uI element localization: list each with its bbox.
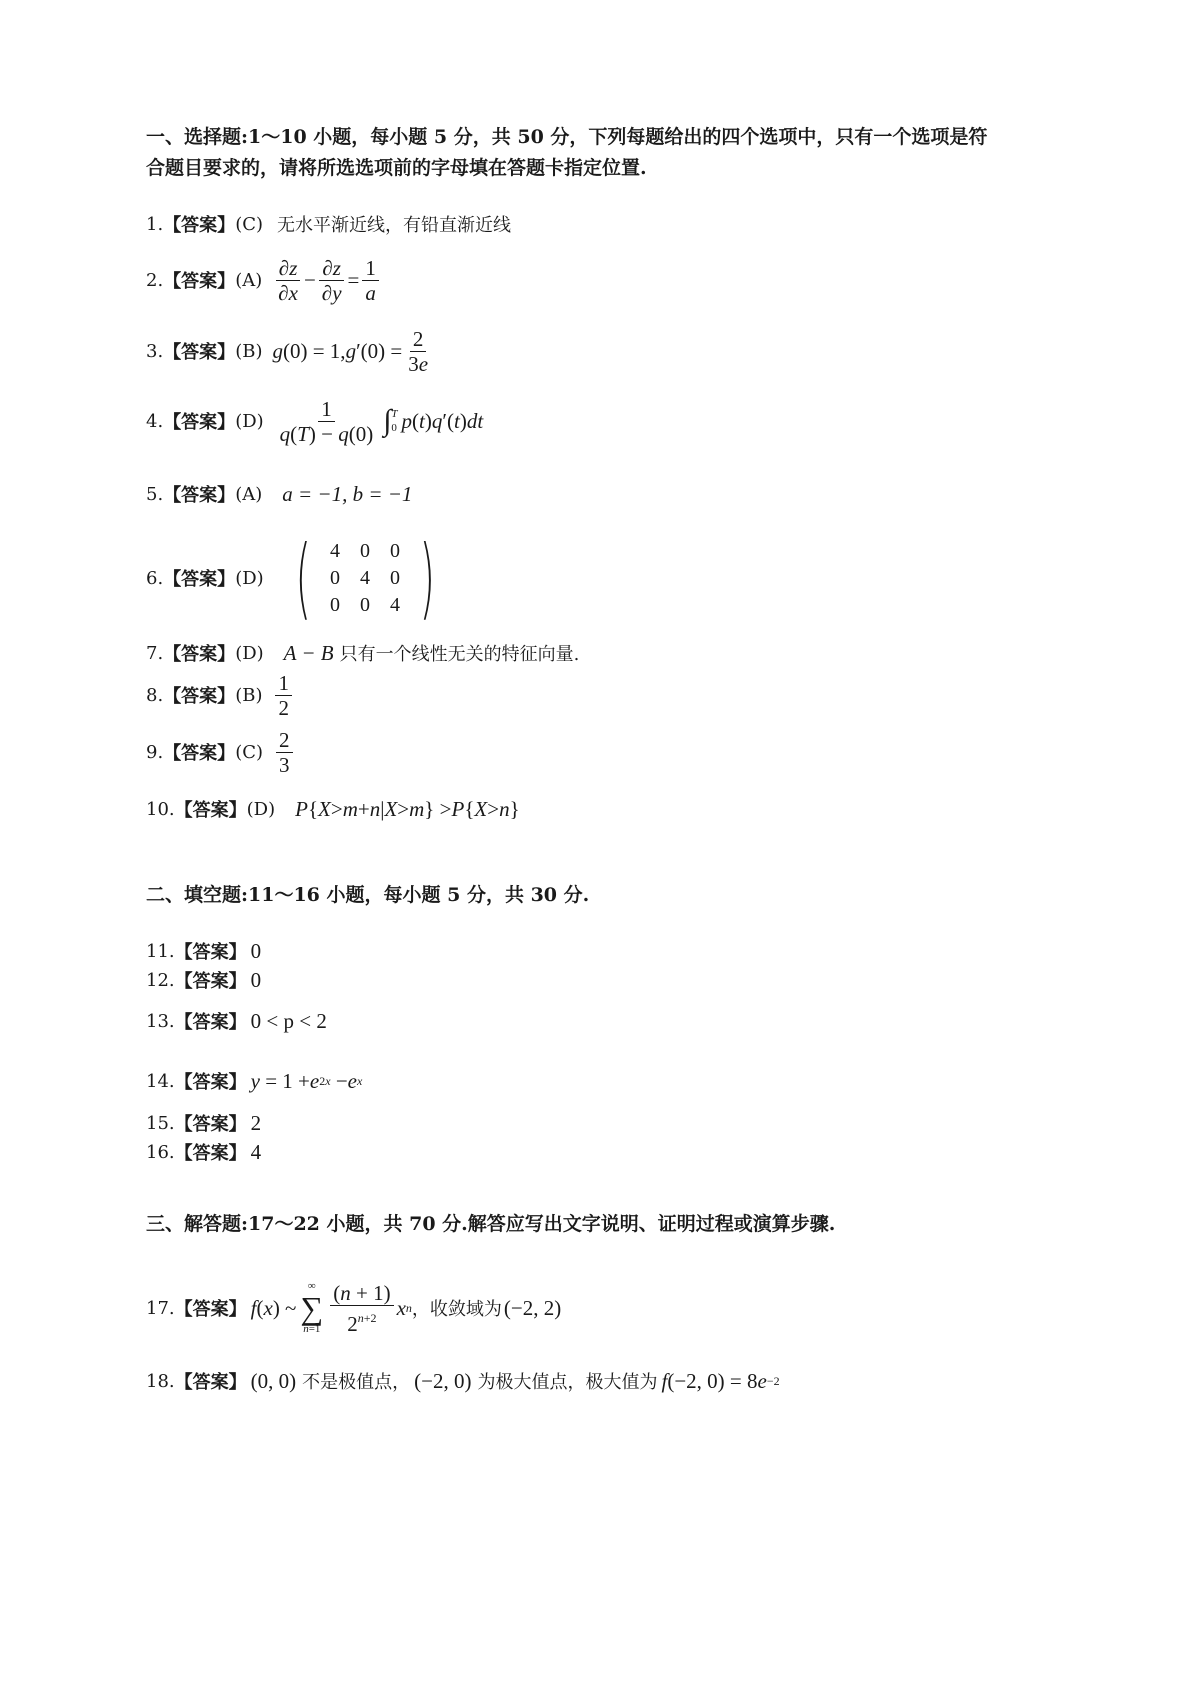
answer-item-12 xyxy=(146,967,261,993)
answer-value: 0 < p < 2 xyxy=(250,1008,327,1033)
answer-item-13 xyxy=(146,1007,327,1035)
answer-formula: g (0) = 1, g ′(0) = $\frac{2}{3e}$ xyxy=(272,326,429,376)
answer-item-4 xyxy=(146,393,483,449)
item-number: 15. xyxy=(146,1112,175,1134)
answer-tag: 【答案】 xyxy=(163,412,236,433)
answer-tag: 【答案】 xyxy=(174,971,247,992)
item-number: 6. xyxy=(146,567,164,589)
matrix-cell: 0 xyxy=(330,566,341,589)
answer-tag: 【答案】 xyxy=(174,800,247,821)
item-number: 17. xyxy=(146,1297,175,1319)
matrix-cell: 4 xyxy=(330,539,341,562)
answer-item-5 xyxy=(146,480,412,508)
answer-tag: 【答案】 xyxy=(174,1143,247,1164)
answer-item-18 xyxy=(146,1366,780,1396)
answer-choice: (D) xyxy=(235,642,264,664)
answer-formula: y = 1 + e 2x − e x xyxy=(250,1068,363,1093)
answer-tag: 【答案】 xyxy=(174,1372,247,1393)
section-1-title-line2: 合题目要求的，请将所选选项前的字母填在答题卡指定位置. xyxy=(146,157,647,179)
left-paren: ( xyxy=(295,526,311,629)
answer-item-9 xyxy=(146,725,296,779)
answer-tag: 【答案】 xyxy=(174,1072,247,1093)
answer-value: 2 xyxy=(250,1110,262,1135)
section-1-header xyxy=(146,122,1056,184)
item-number: 12. xyxy=(146,969,175,991)
answer-choice: (C) xyxy=(235,741,264,763)
section-1-title-line1: 一、选择题:1～10 小题，每小题 5 分，共 50 分，下列每题给出的四个选项中，只有一个选项是符 xyxy=(146,126,988,148)
answer-value: (−2, 2) xyxy=(503,1295,562,1320)
answer-value: 0 xyxy=(250,938,262,963)
item-number: 7. xyxy=(146,642,164,664)
answer-item-3 xyxy=(146,323,434,379)
answer-item-17 xyxy=(146,1278,561,1338)
answer-tag: 【答案】 xyxy=(163,644,236,665)
answer-text: 只有一个线性无关的特征向量. xyxy=(339,644,580,665)
answer-text: 为极大值点，极大值为 xyxy=(477,1372,658,1393)
answer-text: ，收敛域为 xyxy=(411,1299,502,1320)
answer-tag: 【答案】 xyxy=(163,569,236,590)
section-2-header: 二、填空题:11～16 小题，每小题 5 分，共 30 分. xyxy=(146,884,590,906)
answer-item-15 xyxy=(146,1110,261,1136)
answer-item-14 xyxy=(146,1066,362,1096)
answer-choice: (A) xyxy=(235,483,263,505)
fraction-denominator: 3 xyxy=(279,752,290,777)
item-number: 13. xyxy=(146,1010,175,1032)
answer-choice: (B) xyxy=(235,684,263,706)
matrix-cell: 0 xyxy=(330,593,341,616)
matrix-grid xyxy=(320,540,410,617)
answer-value: 0 xyxy=(250,967,262,992)
answer-value: 4 xyxy=(250,1139,262,1164)
answer-choice: (B) xyxy=(235,340,263,362)
item-number: 10. xyxy=(146,798,175,820)
item-number: 14. xyxy=(146,1070,175,1092)
answer-value: (0, 0) xyxy=(250,1368,297,1393)
answer-tag: 【答案】 xyxy=(174,1012,247,1033)
answer-item-16 xyxy=(146,1139,261,1165)
answer-formula: $\frac{1}{q(T) - q(0)}$ ∫ T 0 p ( t ) q ′( t ) dt xyxy=(279,396,484,446)
answer-item-7 xyxy=(146,640,579,666)
fraction-denominator: 2 xyxy=(278,695,289,720)
answer-formula: a = −1, b = −1 xyxy=(282,481,413,506)
answer-formula xyxy=(273,728,296,777)
answer-tag: 【答案】 xyxy=(174,1299,247,1320)
answer-formula: P { X > m + n | X > m } > P { X > n } xyxy=(295,796,520,821)
answer-choice: (A) xyxy=(235,269,263,291)
item-number: 18. xyxy=(146,1370,175,1392)
matrix-cell: 0 xyxy=(390,566,401,589)
answer-item-8 xyxy=(146,668,295,722)
answer-tag: 【答案】 xyxy=(163,342,236,363)
item-number: 3. xyxy=(146,340,164,362)
answer-formula: $\frac{\partial z}{\partial x}$ − $\frac{\partial z}{\partial y}$ = $\frac{1}{a}$ xyxy=(272,256,382,305)
item-number: 2. xyxy=(146,269,164,291)
item-number: 4. xyxy=(146,410,164,432)
answer-text: 无水平渐近线，有铅直渐近线 xyxy=(277,215,512,236)
item-number: 11. xyxy=(146,940,175,962)
item-number: 16. xyxy=(146,1141,175,1163)
fraction-numerator: 1 xyxy=(275,671,292,696)
answer-value: (−2, 0) xyxy=(414,1368,472,1393)
answer-tag: 【答案】 xyxy=(163,686,236,707)
answer-item-6 xyxy=(146,526,444,629)
answer-tag: 【答案】 xyxy=(174,1114,247,1135)
answer-formula: f ( x ) ~ ∞ ∑ n=1 $\frac{(n + 1)}{2^{n+2}}$ x n xyxy=(250,1280,412,1336)
matrix-cell: 4 xyxy=(360,566,371,589)
answer-formula: A − B xyxy=(283,640,334,665)
matrix-cell: 0 xyxy=(360,593,371,616)
matrix-cell: 0 xyxy=(360,539,371,562)
answer-choice: (D) xyxy=(246,798,276,820)
answer-formula: f (−2, 0) = 8 e −2 xyxy=(661,1368,780,1393)
answer-tag: 【答案】 xyxy=(163,215,236,236)
answer-tag: 【答案】 xyxy=(163,743,236,764)
answer-choice: (D) xyxy=(235,567,264,589)
item-number: 1. xyxy=(146,213,164,235)
answer-matrix xyxy=(286,526,445,629)
answer-item-1 xyxy=(146,211,511,237)
answer-item-10 xyxy=(146,794,520,824)
item-number: 9. xyxy=(146,741,164,763)
matrix-cell: 4 xyxy=(390,593,401,616)
right-paren: ) xyxy=(419,526,435,629)
answer-item-2 xyxy=(146,252,382,308)
answer-choice: (C) xyxy=(235,213,264,235)
item-number: 5. xyxy=(146,483,164,505)
fraction-numerator: 2 xyxy=(276,728,293,753)
matrix-cell: 0 xyxy=(390,539,401,562)
item-number: 8. xyxy=(146,684,164,706)
answer-tag: 【答案】 xyxy=(163,485,236,506)
answer-item-11 xyxy=(146,938,261,964)
section-3-header: 三、解答题:17～22 小题，共 70 分.解答应写出文字说明、证明过程或演算步骤. xyxy=(146,1213,836,1235)
answer-tag: 【答案】 xyxy=(163,271,236,292)
answer-tag: 【答案】 xyxy=(174,942,247,963)
answer-choice: (D) xyxy=(235,410,264,432)
answer-formula xyxy=(272,671,295,720)
answer-text: 不是极值点， xyxy=(302,1372,411,1393)
